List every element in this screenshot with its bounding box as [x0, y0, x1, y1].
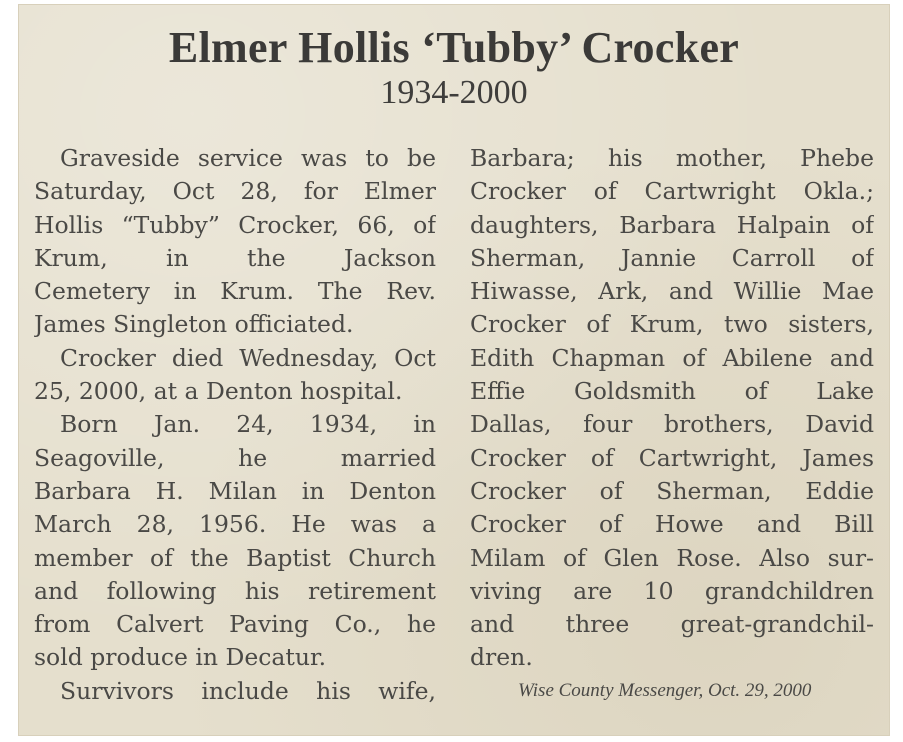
source-credit: Wise County Messenger, Oct. 29, 2000 [518, 680, 812, 701]
text-line: Edith Chapman of Abilene and [470, 343, 874, 372]
text-line: Born Jan. 24, 1934, in [60, 410, 436, 439]
text-line: Crocker of Krum, two sisters, [470, 310, 874, 339]
newspaper-clipping [18, 4, 890, 736]
text-line: Krum, in the Jackson [34, 243, 436, 272]
text-line: Cemetery in Krum. The Rev. [34, 277, 436, 306]
text-line: Effie Goldsmith of Lake [470, 377, 874, 406]
text-line: member of the Baptist Church [34, 543, 436, 572]
text-line: Crocker of Howe and Bill [470, 510, 874, 539]
text-line: Sherman, Jannie Carroll of [470, 243, 874, 272]
text-line: Milam of Glen Rose. Also sur- [470, 543, 874, 572]
text-line: Crocker of Cartwright Okla.; [470, 177, 874, 206]
text-line: Survivors include his wife, [60, 676, 436, 705]
life-years: 1934-2000 [380, 74, 528, 111]
right-column [470, 142, 874, 675]
text-line: Hollis “Tubby” Crocker, 66, of [34, 210, 436, 239]
text-line: Barbara; his mother, Phebe [470, 144, 874, 172]
obituary-headline: Elmer Hollis ‘Tubby’ Crocker [168, 23, 740, 72]
text-line: Graveside service was to be [60, 144, 436, 172]
text-line: Crocker died Wednesday, Oct [60, 343, 436, 372]
text-line: Crocker of Cartwright, James [470, 443, 874, 472]
text-line: daughters, Barbara Halpain of [470, 210, 874, 239]
text-line: sold produce in Decatur. [34, 643, 327, 672]
text-line: and three great-grandchil- [470, 610, 874, 639]
text-line: 25, 2000, at a Denton hospital. [34, 377, 403, 406]
text-line: viving are 10 grandchildren [470, 576, 874, 605]
text-line: dren. [470, 643, 533, 672]
left-column [34, 142, 436, 708]
text-line: Saturday, Oct 28, for Elmer [34, 177, 436, 206]
text-line: Hiwasse, Ark, and Willie Mae [470, 277, 874, 306]
text-line: Dallas, four brothers, David [470, 410, 874, 439]
text-line: Crocker of Sherman, Eddie [470, 476, 874, 505]
text-line: Barbara H. Milan in Denton [34, 476, 436, 505]
text-line: March 28, 1956. He was a [34, 510, 436, 539]
text-line: and following his retirement [34, 576, 436, 605]
text-line: from Calvert Paving Co., he [34, 610, 436, 639]
text-line: James Singleton officiated. [34, 310, 354, 339]
text-line: Seagoville, he married [34, 443, 436, 472]
